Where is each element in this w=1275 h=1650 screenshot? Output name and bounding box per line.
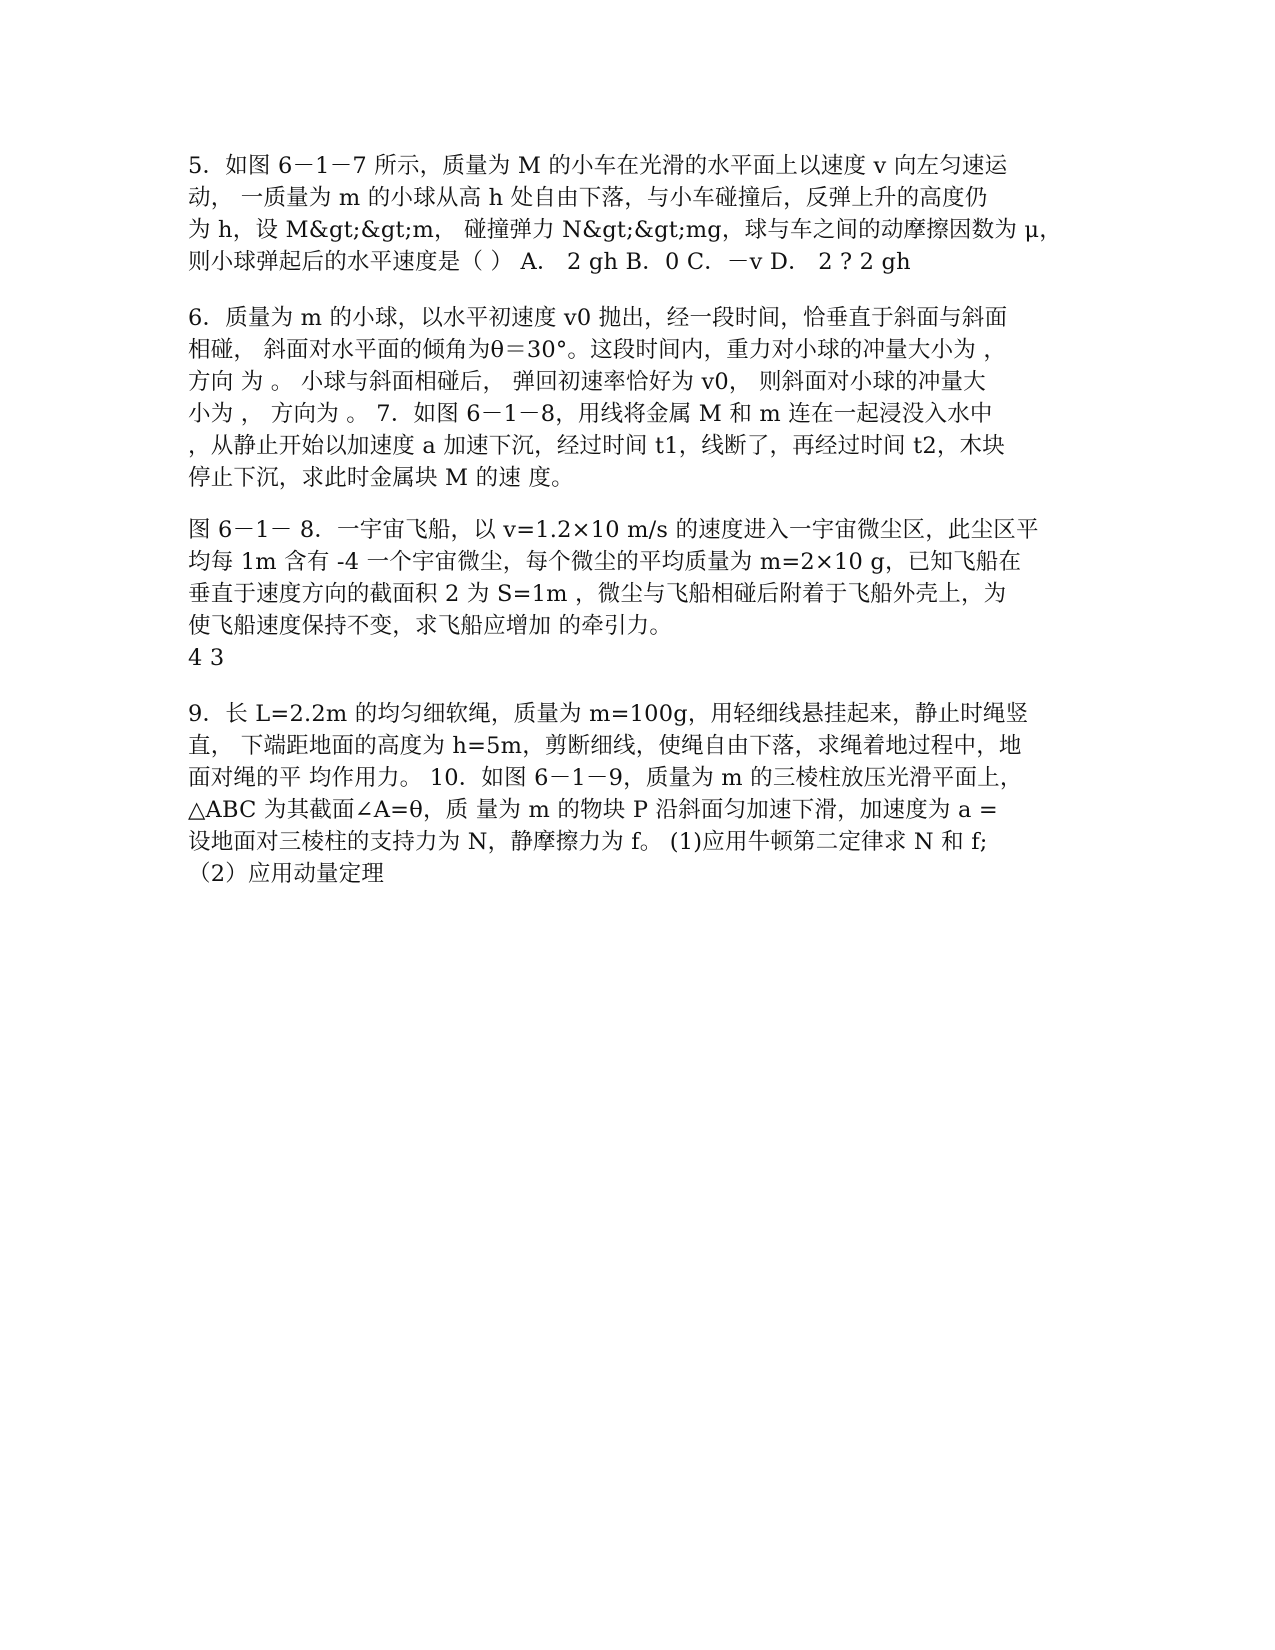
text-line: 5．如图 6－1－7 所示，质量为 M 的小车在光滑的水平面上以速度 v 向左匀速运	[188, 153, 1008, 179]
text-line: 相碰， 斜面对水平面的倾角为θ＝30°。这段时间内，重力对小球的冲量大小为 ，	[188, 337, 1007, 363]
text-line: 6．质量为 m 的小球，以水平初速度 v0 抛出，经一段时间，恰垂直于斜面与斜面	[188, 305, 1008, 331]
text-line: 使飞船速度保持不变，求飞船应增加 的牵引力。	[188, 613, 673, 639]
text-line: 停止下沉，求此时金属块 M 的速 度。	[188, 465, 574, 491]
paragraph-question-6-7	[188, 302, 1088, 494]
text-line: ，从静止开始以加速度 a 加速下沉，经过时间 t1，线断了，再经过时间 t2，木块	[188, 433, 1005, 459]
text-line: 4 3	[188, 645, 225, 671]
paragraph-question-5	[188, 150, 1088, 278]
text-line: 小为 ， 方向为 。 7．如图 6－1－8，用线将金属 M 和 m 连在一起浸没入水中	[188, 401, 993, 427]
document-page	[188, 150, 1088, 890]
text-line: 则小球弹起后的水平速度是（ ） A． 2 gh B．0 C．－v D． 2 ? 2 gh	[188, 249, 911, 275]
text-line: （2）应用动量定理	[188, 861, 385, 887]
text-line: 垂直于速度方向的截面积 2 为 S=1m ，微尘与飞船相碰后附着于飞船外壳上，为	[188, 581, 1007, 607]
text-line: 设地面对三棱柱的支持力为 N，静摩擦力为 f。 (1)应用牛顿第二定律求 N 和 f;	[188, 829, 988, 855]
text-line: 图 6－1－ 8．一宇宙飞船，以 v=1.2×10 m/s 的速度进入一宇宙微尘区，此尘区平	[188, 517, 1039, 543]
paragraph-question-8	[188, 514, 1088, 674]
text-line: 面对绳的平 均作用力。 10．如图 6－1－9，质量为 m 的三棱柱放压光滑平面上，	[188, 765, 1023, 791]
text-line: 直， 下端距地面的高度为 h=5m，剪断细线，使绳自由下落，求绳着地过程中，地	[188, 733, 1022, 759]
text-line: 9．长 L=2.2m 的均匀细软绳，质量为 m=100g，用轻细线悬挂起来，静止时绳竖	[188, 701, 1029, 727]
text-line: 动， 一质量为 m 的小球从高 h 处自由下落，与小车碰撞后，反弹上升的高度仍	[188, 185, 988, 211]
text-line: 为 h，设 M&gt;&gt;m， 碰撞弹力 N&gt;&gt;mg，球与车之间的动摩擦因数为 μ，	[188, 217, 1062, 243]
text-line: 均每 1m 含有 -4 一个宇宙微尘，每个微尘的平均质量为 m=2×10 g，已知飞船在	[188, 549, 1022, 575]
text-line: 方向 为 。 小球与斜面相碰后， 弹回初速率恰好为 v0， 则斜面对小球的冲量大	[188, 369, 986, 395]
paragraph-question-9-10	[188, 698, 1088, 890]
text-line: △ABC 为其截面∠A=θ，质 量为 m 的物块 P 沿斜面匀加速下滑，加速度为 a =	[188, 797, 998, 823]
